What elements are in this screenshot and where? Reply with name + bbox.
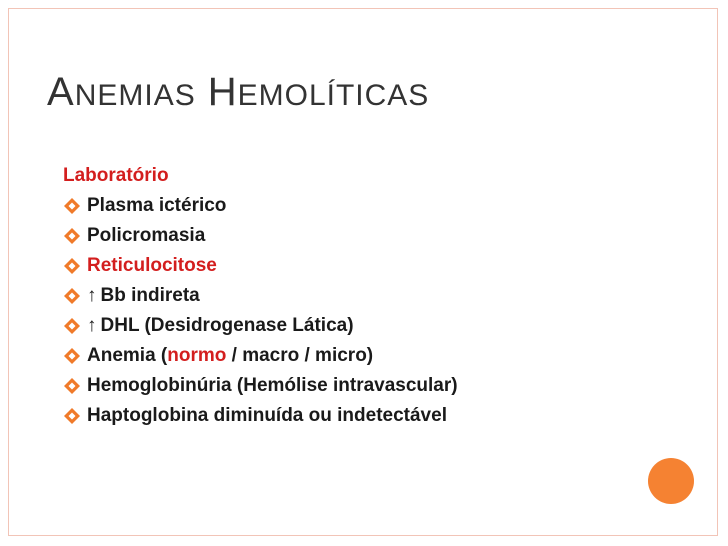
list-item-text: Bb indireta <box>100 285 200 306</box>
list-item-text-highlighted: Reticulocitose <box>87 255 217 276</box>
bullet-icon <box>63 401 81 431</box>
list-item <box>63 371 663 401</box>
up-arrow-icon: ↑ <box>87 285 97 306</box>
list-item-text: DHL (Desidrogenase Lática) <box>100 315 354 336</box>
bullet-icon <box>63 221 81 251</box>
list-item <box>63 191 663 221</box>
title-initial-1: A <box>47 70 75 114</box>
list-item <box>63 251 663 281</box>
list-item <box>63 401 663 431</box>
slide-content <box>63 161 663 431</box>
up-arrow-icon: ↑ <box>87 315 97 336</box>
list-item <box>63 221 663 251</box>
bullet-icon <box>63 251 81 281</box>
list-item-text-pre: Anemia ( <box>87 345 168 366</box>
title-rest-2: EMOLÍTICAS <box>237 79 430 112</box>
list-item-text-post: / macro / micro) <box>226 345 374 366</box>
decorative-circle <box>648 458 694 504</box>
list-item <box>63 311 663 341</box>
list-item-text: Hemoglobinúria (Hemólise intravascular) <box>87 375 458 396</box>
list-item <box>63 281 663 311</box>
bullet-icon <box>63 341 81 371</box>
bullet-icon <box>63 371 81 401</box>
list-item-text: Haptoglobina diminuída ou indetectável <box>87 405 447 426</box>
section-subheading: Laboratório <box>63 165 169 186</box>
list-item-text: Policromasia <box>87 225 206 246</box>
bullet-icon <box>63 191 81 221</box>
list-item-text-highlight: normo <box>167 345 227 366</box>
list-item <box>63 341 663 371</box>
title-rest-1: NEMIAS <box>74 79 196 112</box>
slide-title <box>47 70 429 115</box>
bullet-icon <box>63 281 81 311</box>
bullet-icon <box>63 311 81 341</box>
title-initial-2: H <box>207 70 238 114</box>
list-item-text: Plasma ictérico <box>87 195 227 216</box>
bullet-list <box>63 191 663 431</box>
